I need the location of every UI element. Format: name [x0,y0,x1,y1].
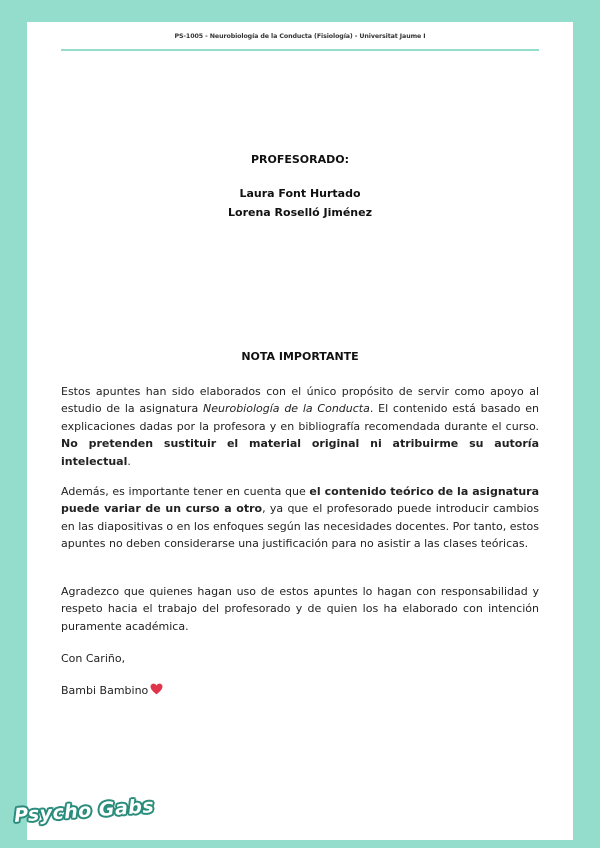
paragraph-text: . El contenido está basado en explicaciones dadas por la profesora y en bibliografía recomendada durante el curso. [61,402,540,433]
paragraph-text: Además, es importante tener en cuenta que [61,485,310,498]
signature-name: Bambi Bambino [61,684,149,697]
notice-paragraph-1 [61,383,539,470]
notice-paragraph-3: Agradezco que quienes hagan uso de estos apuntes lo hagan con responsabilidad y respeto hacia el trabajo del profesorado y de quien los ha elaborado con intención puramente académica. [61,585,539,633]
course-title: Neurobiología de la Conducta [202,402,370,416]
heart-icon [150,683,163,695]
closing-line: Con Cariño, [61,652,126,665]
header-divider [61,49,539,51]
paragraph-text: Estos apuntes han sido elaborados con el único propósito de servir como apoyo al estudio de la asignatura [61,385,539,416]
notice-heading: NOTA IMPORTANTE [241,350,359,363]
paragraph-text: , ya que el profesorado puede introducir cambios en las diapositivas o en los enfoques según las necesidades docentes. Por tanto, estos apuntes no deben considerarse una justificación para no asistir a las clases teóricas. [61,502,539,551]
brand-logo: Psycho Gabs [13,795,155,827]
professor-name: Laura Font Hurtado [239,187,361,200]
professor-list [27,184,573,222]
emphasis-text: el contenido teórico de la asignatura puede variar de un curso a otro [61,485,540,516]
notice-paragraph-2 [61,483,539,553]
paragraph-text: . [127,454,131,468]
professors-heading: PROFESORADO: [250,153,350,166]
document-page [27,22,573,840]
professor-name: Lorena Roselló Jiménez [228,206,372,219]
running-header: PS-1005 - Neurobiología de la Conducta (Fisiología) - Universitat Jaume I [174,33,426,40]
emphasis-text: No pretenden sustituir el material original ni atribuirme su autoría intelectual [61,437,539,468]
signature-line [61,682,539,699]
